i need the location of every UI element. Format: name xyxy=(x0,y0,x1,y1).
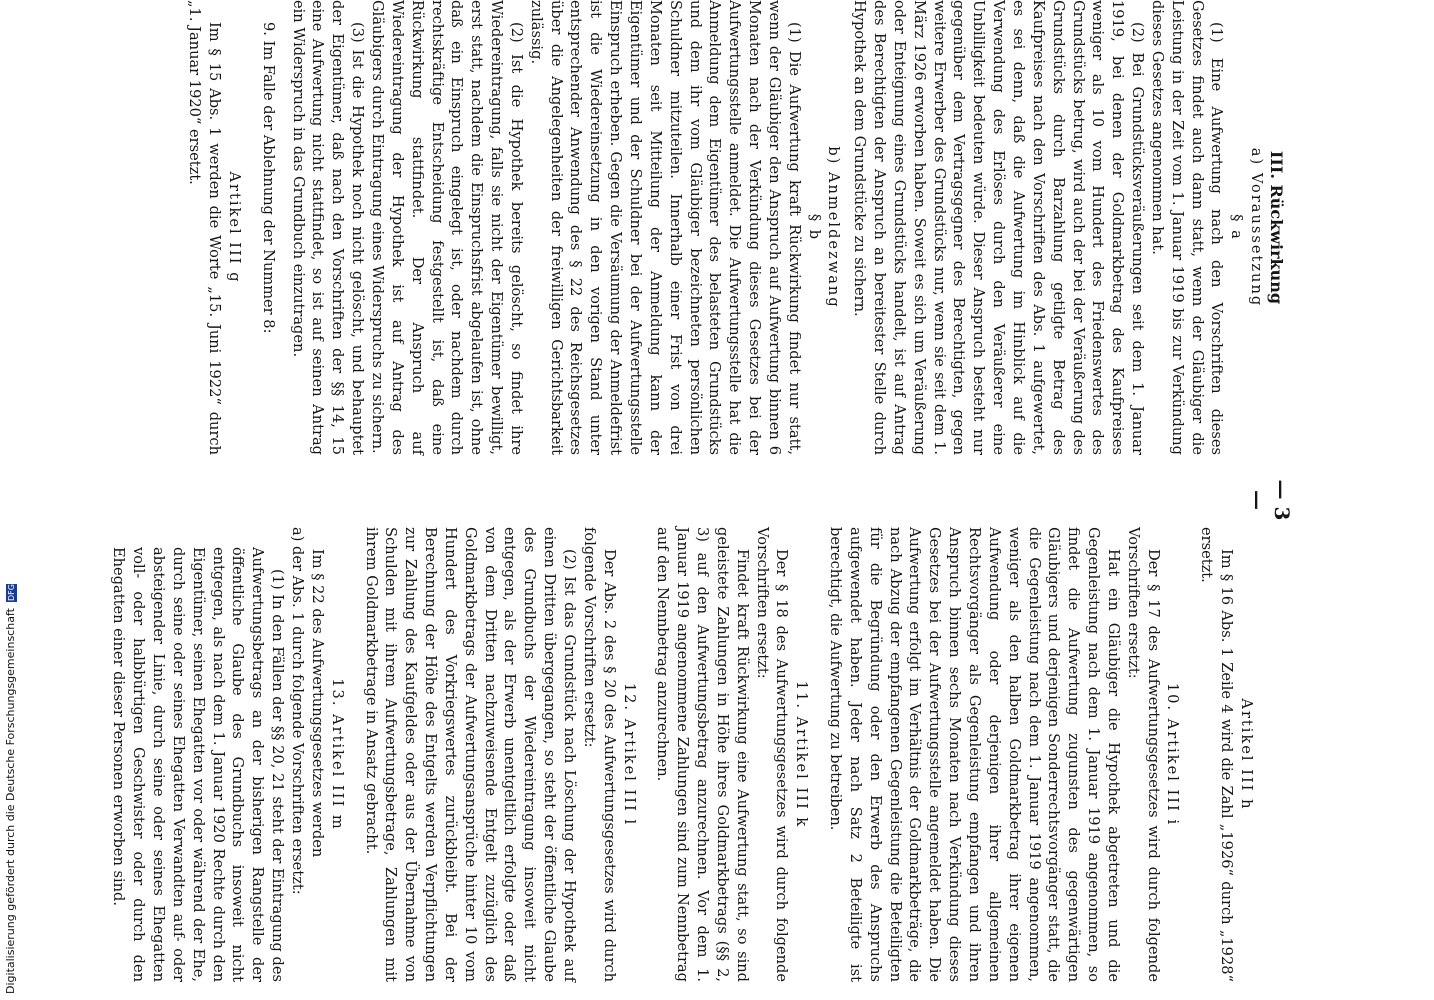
item-10: 10. Artikel III i xyxy=(1164,682,1182,827)
article-i-intro: Der § 17 des Aufwertungsgesetzes wird durch folgende Vorschriften ersetzt: xyxy=(1124,527,1162,982)
paragraph-b-1: (1) Die Aufwertung kraft Rückwirkung findet nur statt, wenn der Gläubiger den Anspruch auf Aufwertung binnen 6 Monaten nach der Verkündung dieses Gesetzes bei der Aufwertungsstelle anmeldet. Die Aufwertungsstelle hat die Anmeldung dem Eigentümer des belasteten Grundstücks und dem ihr vom Gläubiger bezeichneten persönlichen Schuldner mitzuteilen. Innerhalb einer Frist von drei Monaten seit Mitteilung der Anmeldung kann der Eigentümer und der Schuldner bei der Aufwertungsstelle Einspruch erheben. Gegen die Versäumung der Anmeldefrist ist die Wiedereinsetzung in den vorigen Stand unter entsprechender Anwendung des § 22 des Reichsgesetzes über die Angelegenheiten der freiwilligen Gerichtsbarkeit zulässig. xyxy=(527,0,803,455)
item-9: 9. Im Falle der Ablehnung der Nummer 8: xyxy=(259,22,277,334)
article-l-intro: Der Abs. 2 des § 20 des Aufwertungsgesetzes wird durch folgende Vorschriften ersetzt: xyxy=(580,527,618,982)
rotated-page xyxy=(110,0,1300,1000)
article-m-intro: Im § 22 des Aufwertungsgesetzes werden xyxy=(308,549,326,858)
paragraph-a-label: § a xyxy=(1228,214,1246,241)
right-column xyxy=(110,527,1300,982)
digitization-credit xyxy=(4,0,18,994)
item-13: 13. Artikel III m xyxy=(328,678,346,831)
item-12: 12. Artikel III l xyxy=(620,682,638,827)
paragraph-a-1: (1) Eine Aufwertung nach den Vorschriften dieses Gesetzes findet auch dann statt, wenn der Gläubiger die Leistung in der Zeit vom 1. Januar 1919 bis zur Verkündung dieses Gesetzes angenommen hat. xyxy=(1148,0,1226,455)
article-m-a: a) der Abs. 1 durch folgende Vorschriften ersetzt: xyxy=(289,527,307,895)
article-g-title: Artikel III g xyxy=(225,171,243,284)
article-k-intro: Der § 18 des Aufwertungsgesetzes wird durch folgende Vorschriften ersetzt: xyxy=(753,527,791,982)
item-11: 11. Artikel III k xyxy=(793,680,811,829)
article-h-text: Im § 16 Abs. 1 Zeile 4 wird die Zahl „1926“ durch „1928“ ersetzt. xyxy=(1198,527,1236,982)
article-l-text: (2) Ist das Grundstück nach Löschung der Hypothek auf einen Dritten übergegangen, so steht der öffentliche Glaube des Grundbuchs der Wiedereintragung insoweit nicht entgegen, als der Erwerb unentgeltlich erfolgte oder daß von dem Dritten nachzuweisende Entgelt zuzüglich des Goldmarkbetrags der Aufwertungsansprüche hinter 10 vom Hundert des Vorkriegswertes zurückbleibt. Bei der Berechnung der Höhe des Entgelts werden Verpflichtungen zur Zahlung des Kaufgeldes oder aus der Übernahme von Schulden mit ihrem Aufwertungsbetrage, Zahlungen mit ihrem Goldmarkbetrage in Ansatz gebracht. xyxy=(362,527,578,982)
article-g-text: Im § 15 Abs. 1 werden die Worte „15. Juni 1922“ durch „1. Januar 1920“ ersetzt. xyxy=(186,0,224,455)
left-column xyxy=(110,0,1300,455)
article-m-text: (1) In den Fällen der §§ 20, 21 steht der Eintragung des Aufwertungsbetrags an der bisherigen Rangstelle der öffentliche Glaube des Grundbuchs insoweit nicht entgegen, als nach dem 1. Januar 1920 Rechte durch den Eigentümer, seinen Ehegatten vor oder während der Ehe, durch seine oder seines Ehegatten Verwandten auf- oder absteigender Linie, durch seine oder seines Ehegatten voll- oder halbbürtigen Geschwister oder durch den Ehegatten einer dieser Personen erworben sind. xyxy=(110,547,287,982)
subheading-b: b) Anmeldezwang xyxy=(825,146,843,309)
page-number: — 3 — xyxy=(1246,479,1294,521)
credit-text: Digitalisierung gefördert durch die Deutsche Forschungsgemeinschaft xyxy=(4,608,17,994)
article-k-text: Findet kraft Rückwirkung eine Aufwertung statt, so sind geleistete Zahlungen in Höhe ihres Goldmarkbetrags (§§ 2, 3) auf den Aufwertungsbetrag anzurechnen. Vor dem 1. Januar 1919 angenommene Zahlungen sind zum Nennbetrag auf den Nennbetrag anzurechnen. xyxy=(654,527,751,982)
paragraph-b-3: (3) Ist die Hypothek noch nicht gelöscht, und behauptet der Eigentümer, daß nach den Vorschriften der §§ 14, 15 eine Aufwertung nicht stattfindet, so ist auf seinen Antrag ein Widerspruch in das Grundbuch einzutragen. xyxy=(289,0,367,455)
paragraph-b-2: (2) Ist die Hypothek bereits gelöscht, so findet ihre Wiedereintragung, falls sie nicht der Eigentümer bewilligt, erst statt, nachdem die Einspruchsfrist abgelaufen ist, ohne daß ein Einspruch eingelegt ist, oder nachdem durch rechtskräftige Entscheidung festgestellt ist, daß eine Rückwirkung stattfindet. Der Anspruch auf Wiedereintragung der Hypothek ist auf Antrag des Gläubigers durch Eintragung eines Widerspruchs zu sichern. xyxy=(369,0,525,455)
dfg-logo-icon: DFG xyxy=(6,584,16,602)
article-h-title: Artikel III h xyxy=(1238,698,1255,811)
section-heading: III. Rückwirkung xyxy=(1267,150,1286,305)
article-i-text: Hat ein Gläubiger die Hypothek abgetreten und die Gegenleistung nach dem 1. Januar 1919 angenommen, so findet die Aufwertung zugunsten des gegenwärtigen Gläubigers und derjenigen Sonderrechtsvorgänger statt, die die Gegenleistung nach dem 1. Januar 1919 angenommen, weniger als den halben Goldmarkbetrag ihrer eigenen Aufwendung oder derjenigen ihrer allgemeinen Rechtsvorgänger als Gegenleistung empfangen und ihren Anspruch binnen sechs Monaten nach Verkündung dieses Gesetzes bei der Aufwertungsstelle angemeldet haben. Die Aufwertung erfolgt im Verhältnis der Goldmarkbeträge, die nach Abzug der empfangenen Gegenleistung die Beteiligten für die Begründung oder den Erwerb des Anspruchs aufgewendet haben. Jeder nach Satz 2 Beteiligte ist berechtigt, die Aufwertung zu betreiben. xyxy=(827,527,1122,982)
paragraph-a-2: (2) Bei Grundstücksveräußerungen seit dem 1. Januar 1919, bei denen der Goldmarkbetrag des Kaufpreises weniger als 10 vom Hundert des Friedenswertes des Grundstücks betrug, wird auch der bei der Veräußerung des Grundstücks durch Barzahlung getilgte Betrag des Kaufpreises nach den Vorschriften des Abs. 1 aufgewertet, es sei denn, daß die Aufwertung im Hinblick auf die Verwendung des Erlöses durch den Veräußerer eine Unbilligkeit bedeuten würde. Dieser Anspruch besteht nur gegenüber dem Vertragsgegner des Berechtigten, gegen weitere Erwerber des Grundstücks nur, wenn sie seit dem 1. März 1926 erworben haben. Soweit es sich um Veräußerung oder Enteignung eines Grundstücks handelt, ist auf Antrag des Berechtigten der Anspruch an bereitester Stelle durch Hypothek an dem Grundstücke zu sichern. xyxy=(851,0,1147,455)
paragraph-b-label: § b xyxy=(805,213,823,242)
subheading-a: a) Voraussetzung xyxy=(1248,147,1266,308)
